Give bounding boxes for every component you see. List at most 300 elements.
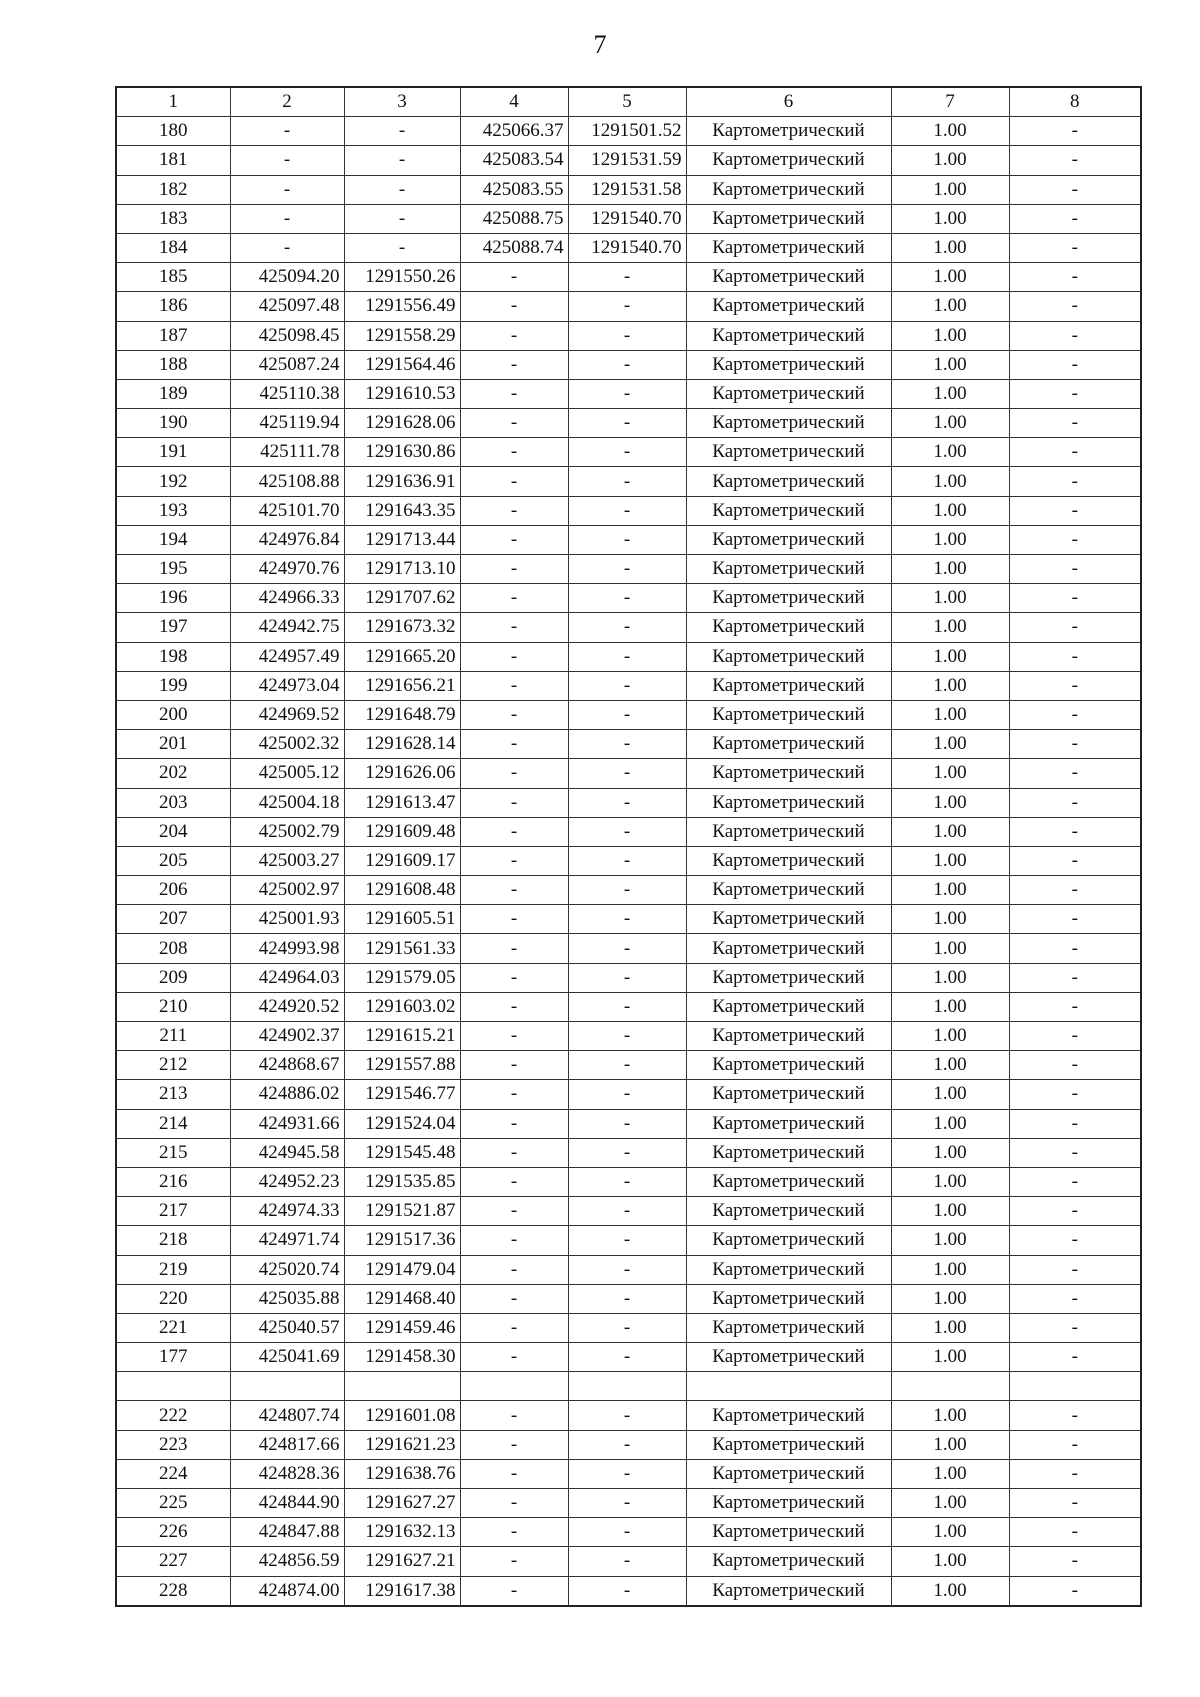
- accuracy-cell: 1.00: [891, 817, 1009, 846]
- x-coordinate-alt-cell: -: [460, 467, 568, 496]
- y-coordinate-alt-cell: -: [568, 963, 686, 992]
- accuracy-cell: 1.00: [891, 1343, 1009, 1372]
- table-row: [116, 584, 1141, 613]
- note-cell: -: [1009, 1313, 1141, 1342]
- point-number-cell: 186: [116, 292, 230, 321]
- y-coordinate-cell: 1291648.79: [344, 700, 460, 729]
- y-coordinate-alt-cell: -: [568, 1343, 686, 1372]
- table-row: [116, 788, 1141, 817]
- point-number-cell: 208: [116, 934, 230, 963]
- x-coordinate-cell: 425094.20: [230, 263, 344, 292]
- method-cell: Картометрический: [686, 1401, 891, 1430]
- x-coordinate-cell: 424964.03: [230, 963, 344, 992]
- accuracy-cell: 1.00: [891, 263, 1009, 292]
- method-cell: Картометрический: [686, 1313, 891, 1342]
- y-coordinate-alt-cell: -: [568, 759, 686, 788]
- y-coordinate-cell: 1291617.38: [344, 1576, 460, 1606]
- y-coordinate-cell: 1291524.04: [344, 1109, 460, 1138]
- accuracy-cell: 1.00: [891, 1109, 1009, 1138]
- accuracy-cell: 1.00: [891, 175, 1009, 204]
- point-number-cell: 184: [116, 233, 230, 262]
- method-cell: Картометрический: [686, 1518, 891, 1547]
- y-coordinate-alt-cell: -: [568, 700, 686, 729]
- note-cell: -: [1009, 1226, 1141, 1255]
- note-cell: -: [1009, 350, 1141, 379]
- note-cell: -: [1009, 1284, 1141, 1313]
- point-number-cell: 227: [116, 1547, 230, 1576]
- y-coordinate-cell: 1291630.86: [344, 438, 460, 467]
- point-number-cell: 204: [116, 817, 230, 846]
- accuracy-cell: 1.00: [891, 788, 1009, 817]
- column-header: 4: [460, 87, 568, 117]
- method-cell: Картометрический: [686, 1459, 891, 1488]
- table-row: [116, 467, 1141, 496]
- note-cell: -: [1009, 379, 1141, 408]
- table-row: [116, 700, 1141, 729]
- y-coordinate-cell: 1291628.06: [344, 409, 460, 438]
- x-coordinate-alt-cell: -: [460, 1197, 568, 1226]
- y-coordinate-alt-cell: -: [568, 263, 686, 292]
- y-coordinate-cell: 1291550.26: [344, 263, 460, 292]
- note-cell: -: [1009, 788, 1141, 817]
- method-cell: Картометрический: [686, 788, 891, 817]
- y-coordinate-cell: 1291707.62: [344, 584, 460, 613]
- accuracy-cell: 1.00: [891, 963, 1009, 992]
- method-cell: Картометрический: [686, 700, 891, 729]
- method-cell: Картометрический: [686, 846, 891, 875]
- table-row: [116, 292, 1141, 321]
- x-coordinate-cell: -: [230, 175, 344, 204]
- x-coordinate-alt-cell: 425083.54: [460, 146, 568, 175]
- y-coordinate-alt-cell: -: [568, 1080, 686, 1109]
- x-coordinate-alt-cell: -: [460, 1080, 568, 1109]
- y-coordinate-cell: 1291479.04: [344, 1255, 460, 1284]
- point-number-cell: 197: [116, 613, 230, 642]
- y-coordinate-alt-cell: -: [568, 379, 686, 408]
- y-coordinate-cell: 1291517.36: [344, 1226, 460, 1255]
- method-cell: Картометрический: [686, 1226, 891, 1255]
- y-coordinate-cell: 1291603.02: [344, 992, 460, 1021]
- method-cell: Картометрический: [686, 1255, 891, 1284]
- y-coordinate-cell: 1291636.91: [344, 467, 460, 496]
- point-number-cell: 222: [116, 1401, 230, 1430]
- method-cell: Картометрический: [686, 1167, 891, 1196]
- note-cell: -: [1009, 934, 1141, 963]
- point-number-cell: 193: [116, 496, 230, 525]
- note-cell: -: [1009, 409, 1141, 438]
- method-cell: Картометрический: [686, 379, 891, 408]
- y-coordinate-alt-cell: -: [568, 1051, 686, 1080]
- y-coordinate-cell: -: [344, 146, 460, 175]
- accuracy-cell: 1.00: [891, 555, 1009, 584]
- method-cell: Картометрический: [686, 759, 891, 788]
- method-cell: Картометрический: [686, 467, 891, 496]
- note-cell: -: [1009, 233, 1141, 262]
- y-coordinate-cell: 1291621.23: [344, 1430, 460, 1459]
- x-coordinate-alt-cell: -: [460, 759, 568, 788]
- coordinates-table: [115, 86, 1142, 1607]
- table-row: [116, 642, 1141, 671]
- y-coordinate-cell: 1291468.40: [344, 1284, 460, 1313]
- x-coordinate-alt-cell: -: [460, 321, 568, 350]
- x-coordinate-cell: -: [230, 117, 344, 146]
- accuracy-cell: 1.00: [891, 584, 1009, 613]
- note-cell: -: [1009, 1109, 1141, 1138]
- y-coordinate-alt-cell: 1291531.58: [568, 175, 686, 204]
- accuracy-cell: 1.00: [891, 496, 1009, 525]
- accuracy-cell: 1.00: [891, 292, 1009, 321]
- y-coordinate-alt-cell: -: [568, 1167, 686, 1196]
- method-cell: Картометрический: [686, 233, 891, 262]
- x-coordinate-alt-cell: -: [460, 671, 568, 700]
- accuracy-cell: 1.00: [891, 1459, 1009, 1488]
- point-number-cell: 195: [116, 555, 230, 584]
- table-row: [116, 321, 1141, 350]
- x-coordinate-alt-cell: -: [460, 1430, 568, 1459]
- method-cell: Картометрический: [686, 1430, 891, 1459]
- accuracy-cell: 1.00: [891, 1138, 1009, 1167]
- point-number-cell: 220: [116, 1284, 230, 1313]
- point-number-cell: 199: [116, 671, 230, 700]
- y-coordinate-cell: [344, 1372, 460, 1401]
- y-coordinate-alt-cell: -: [568, 1109, 686, 1138]
- table-row: [116, 1255, 1141, 1284]
- table-row: [116, 350, 1141, 379]
- method-cell: Картометрический: [686, 1022, 891, 1051]
- column-header: 2: [230, 87, 344, 117]
- x-coordinate-cell: 424942.75: [230, 613, 344, 642]
- accuracy-cell: 1.00: [891, 700, 1009, 729]
- accuracy-cell: 1.00: [891, 204, 1009, 233]
- method-cell: Картометрический: [686, 817, 891, 846]
- y-coordinate-cell: -: [344, 175, 460, 204]
- note-cell: -: [1009, 1197, 1141, 1226]
- note-cell: -: [1009, 263, 1141, 292]
- point-number-cell: 206: [116, 876, 230, 905]
- table-row: [116, 671, 1141, 700]
- accuracy-cell: 1.00: [891, 934, 1009, 963]
- x-coordinate-cell: 424886.02: [230, 1080, 344, 1109]
- y-coordinate-alt-cell: -: [568, 496, 686, 525]
- point-number-cell: 180: [116, 117, 230, 146]
- method-cell: Картометрический: [686, 1343, 891, 1372]
- y-coordinate-alt-cell: -: [568, 409, 686, 438]
- x-coordinate-cell: 425098.45: [230, 321, 344, 350]
- y-coordinate-cell: 1291643.35: [344, 496, 460, 525]
- point-number-cell: 228: [116, 1576, 230, 1606]
- accuracy-cell: 1.00: [891, 1051, 1009, 1080]
- y-coordinate-cell: 1291627.27: [344, 1489, 460, 1518]
- point-number-cell: 212: [116, 1051, 230, 1080]
- y-coordinate-alt-cell: -: [568, 584, 686, 613]
- y-coordinate-alt-cell: -: [568, 1401, 686, 1430]
- point-number-cell: 198: [116, 642, 230, 671]
- y-coordinate-alt-cell: -: [568, 817, 686, 846]
- point-number-cell: 190: [116, 409, 230, 438]
- x-coordinate-alt-cell: -: [460, 584, 568, 613]
- y-coordinate-cell: 1291564.46: [344, 350, 460, 379]
- accuracy-cell: 1.00: [891, 1576, 1009, 1606]
- x-coordinate-alt-cell: -: [460, 1518, 568, 1547]
- y-coordinate-cell: 1291609.48: [344, 817, 460, 846]
- x-coordinate-cell: -: [230, 146, 344, 175]
- x-coordinate-alt-cell: -: [460, 1401, 568, 1430]
- method-cell: Картометрический: [686, 409, 891, 438]
- accuracy-cell: 1.00: [891, 642, 1009, 671]
- y-coordinate-alt-cell: -: [568, 1489, 686, 1518]
- x-coordinate-alt-cell: -: [460, 642, 568, 671]
- accuracy-cell: 1.00: [891, 146, 1009, 175]
- x-coordinate-alt-cell: -: [460, 525, 568, 554]
- y-coordinate-alt-cell: -: [568, 1313, 686, 1342]
- x-coordinate-alt-cell: -: [460, 1109, 568, 1138]
- table-row: [116, 1313, 1141, 1342]
- point-number-cell: 219: [116, 1255, 230, 1284]
- y-coordinate-cell: 1291713.10: [344, 555, 460, 584]
- point-number-cell: 209: [116, 963, 230, 992]
- method-cell: Картометрический: [686, 963, 891, 992]
- method-cell: Картометрический: [686, 1576, 891, 1606]
- x-coordinate-alt-cell: -: [460, 1255, 568, 1284]
- method-cell: Картометрический: [686, 117, 891, 146]
- x-coordinate-alt-cell: -: [460, 1051, 568, 1080]
- point-number-cell: 201: [116, 730, 230, 759]
- note-cell: -: [1009, 117, 1141, 146]
- note-cell: -: [1009, 1343, 1141, 1372]
- y-coordinate-alt-cell: -: [568, 846, 686, 875]
- method-cell: Картометрический: [686, 175, 891, 204]
- point-number-cell: 214: [116, 1109, 230, 1138]
- accuracy-cell: 1.00: [891, 1489, 1009, 1518]
- y-coordinate-cell: 1291656.21: [344, 671, 460, 700]
- x-coordinate-alt-cell: -: [460, 817, 568, 846]
- x-coordinate-cell: 425020.74: [230, 1255, 344, 1284]
- y-coordinate-cell: 1291609.17: [344, 846, 460, 875]
- y-coordinate-alt-cell: 1291501.52: [568, 117, 686, 146]
- note-cell: -: [1009, 321, 1141, 350]
- table-row: [116, 905, 1141, 934]
- y-coordinate-alt-cell: -: [568, 1576, 686, 1606]
- y-coordinate-cell: 1291628.14: [344, 730, 460, 759]
- x-coordinate-alt-cell: -: [460, 992, 568, 1021]
- point-number-cell: 182: [116, 175, 230, 204]
- x-coordinate-alt-cell: -: [460, 350, 568, 379]
- point-number-cell: 207: [116, 905, 230, 934]
- table-row: [116, 525, 1141, 554]
- point-number-cell: 194: [116, 525, 230, 554]
- x-coordinate-alt-cell: -: [460, 788, 568, 817]
- method-cell: Картометрический: [686, 1284, 891, 1313]
- x-coordinate-cell: 425002.32: [230, 730, 344, 759]
- x-coordinate-alt-cell: 425066.37: [460, 117, 568, 146]
- y-coordinate-cell: 1291558.29: [344, 321, 460, 350]
- note-cell: -: [1009, 759, 1141, 788]
- y-coordinate-alt-cell: -: [568, 788, 686, 817]
- accuracy-cell: 1.00: [891, 1226, 1009, 1255]
- note-cell: -: [1009, 438, 1141, 467]
- table-row: [116, 438, 1141, 467]
- note-cell: -: [1009, 1022, 1141, 1051]
- x-coordinate-cell: 424844.90: [230, 1489, 344, 1518]
- y-coordinate-alt-cell: -: [568, 321, 686, 350]
- y-coordinate-alt-cell: -: [568, 350, 686, 379]
- point-number-cell: 189: [116, 379, 230, 408]
- note-cell: -: [1009, 1518, 1141, 1547]
- method-cell: [686, 1372, 891, 1401]
- table-row: [116, 1197, 1141, 1226]
- note-cell: -: [1009, 525, 1141, 554]
- y-coordinate-alt-cell: -: [568, 671, 686, 700]
- y-coordinate-cell: 1291458.30: [344, 1343, 460, 1372]
- point-number-cell: 221: [116, 1313, 230, 1342]
- table-row: [116, 1226, 1141, 1255]
- y-coordinate-cell: 1291608.48: [344, 876, 460, 905]
- x-coordinate-cell: 425004.18: [230, 788, 344, 817]
- table-row: [116, 1547, 1141, 1576]
- table-row: [116, 1430, 1141, 1459]
- table-row: [116, 496, 1141, 525]
- y-coordinate-alt-cell: 1291531.59: [568, 146, 686, 175]
- x-coordinate-cell: 425035.88: [230, 1284, 344, 1313]
- x-coordinate-alt-cell: -: [460, 292, 568, 321]
- note-cell: -: [1009, 146, 1141, 175]
- table-row: [116, 1284, 1141, 1313]
- method-cell: Картометрический: [686, 1109, 891, 1138]
- table-row: [116, 934, 1141, 963]
- x-coordinate-alt-cell: -: [460, 1489, 568, 1518]
- x-coordinate-cell: 425101.70: [230, 496, 344, 525]
- accuracy-cell: 1.00: [891, 321, 1009, 350]
- method-cell: Картометрический: [686, 146, 891, 175]
- table-row: [116, 963, 1141, 992]
- point-number-cell: 218: [116, 1226, 230, 1255]
- table-row: [116, 1401, 1141, 1430]
- x-coordinate-cell: 424993.98: [230, 934, 344, 963]
- point-number-cell: 217: [116, 1197, 230, 1226]
- x-coordinate-cell: 425003.27: [230, 846, 344, 875]
- y-coordinate-cell: 1291613.47: [344, 788, 460, 817]
- table-row: [116, 1167, 1141, 1196]
- y-coordinate-alt-cell: -: [568, 438, 686, 467]
- point-number-cell: 210: [116, 992, 230, 1021]
- note-cell: -: [1009, 175, 1141, 204]
- table-row: [116, 1576, 1141, 1606]
- method-cell: Картометрический: [686, 1080, 891, 1109]
- point-number-cell: 215: [116, 1138, 230, 1167]
- note-cell: -: [1009, 1547, 1141, 1576]
- point-number-cell: 187: [116, 321, 230, 350]
- x-coordinate-cell: 424856.59: [230, 1547, 344, 1576]
- x-coordinate-alt-cell: -: [460, 438, 568, 467]
- y-coordinate-cell: 1291556.49: [344, 292, 460, 321]
- note-cell: -: [1009, 1430, 1141, 1459]
- table-row: [116, 146, 1141, 175]
- note-cell: -: [1009, 1080, 1141, 1109]
- method-cell: Картометрический: [686, 1051, 891, 1080]
- y-coordinate-alt-cell: -: [568, 992, 686, 1021]
- table-row: [116, 1022, 1141, 1051]
- x-coordinate-cell: 424931.66: [230, 1109, 344, 1138]
- y-coordinate-cell: 1291459.46: [344, 1313, 460, 1342]
- method-cell: Картометрический: [686, 555, 891, 584]
- y-coordinate-cell: -: [344, 117, 460, 146]
- method-cell: Картометрический: [686, 992, 891, 1021]
- x-coordinate-alt-cell: 425083.55: [460, 175, 568, 204]
- table-row: [116, 1109, 1141, 1138]
- point-number-cell: 226: [116, 1518, 230, 1547]
- table-row: [116, 846, 1141, 875]
- x-coordinate-cell: 425041.69: [230, 1343, 344, 1372]
- method-cell: Картометрический: [686, 584, 891, 613]
- x-coordinate-cell: 424971.74: [230, 1226, 344, 1255]
- note-cell: -: [1009, 584, 1141, 613]
- table-row: [116, 1138, 1141, 1167]
- note-cell: -: [1009, 613, 1141, 642]
- x-coordinate-cell: 425110.38: [230, 379, 344, 408]
- table-row: [116, 1459, 1141, 1488]
- table-row: [116, 730, 1141, 759]
- y-coordinate-cell: 1291521.87: [344, 1197, 460, 1226]
- y-coordinate-alt-cell: -: [568, 467, 686, 496]
- note-cell: -: [1009, 671, 1141, 700]
- table-row: [116, 1489, 1141, 1518]
- column-header: 7: [891, 87, 1009, 117]
- accuracy-cell: 1.00: [891, 1401, 1009, 1430]
- x-coordinate-alt-cell: -: [460, 1459, 568, 1488]
- y-coordinate-alt-cell: -: [568, 1459, 686, 1488]
- x-coordinate-cell: -: [230, 204, 344, 233]
- x-coordinate-alt-cell: -: [460, 496, 568, 525]
- x-coordinate-alt-cell: -: [460, 613, 568, 642]
- y-coordinate-cell: 1291626.06: [344, 759, 460, 788]
- accuracy-cell: 1.00: [891, 1547, 1009, 1576]
- table-row: [116, 992, 1141, 1021]
- y-coordinate-alt-cell: [568, 1372, 686, 1401]
- note-cell: -: [1009, 1401, 1141, 1430]
- x-coordinate-alt-cell: -: [460, 379, 568, 408]
- y-coordinate-alt-cell: -: [568, 525, 686, 554]
- point-number-cell: 202: [116, 759, 230, 788]
- y-coordinate-alt-cell: -: [568, 292, 686, 321]
- note-cell: -: [1009, 292, 1141, 321]
- point-number-cell: 223: [116, 1430, 230, 1459]
- x-coordinate-alt-cell: -: [460, 1547, 568, 1576]
- y-coordinate-cell: 1291561.33: [344, 934, 460, 963]
- method-cell: Картометрический: [686, 292, 891, 321]
- y-coordinate-cell: 1291610.53: [344, 379, 460, 408]
- y-coordinate-alt-cell: -: [568, 1284, 686, 1313]
- note-cell: [1009, 1372, 1141, 1401]
- method-cell: Картометрический: [686, 263, 891, 292]
- x-coordinate-alt-cell: -: [460, 1343, 568, 1372]
- x-coordinate-alt-cell: -: [460, 1313, 568, 1342]
- point-number-cell: [116, 1372, 230, 1401]
- note-cell: -: [1009, 1576, 1141, 1606]
- table-header-row: [116, 87, 1141, 117]
- x-coordinate-cell: 424920.52: [230, 992, 344, 1021]
- x-coordinate-alt-cell: 425088.75: [460, 204, 568, 233]
- note-cell: -: [1009, 204, 1141, 233]
- accuracy-cell: 1.00: [891, 1197, 1009, 1226]
- y-coordinate-cell: 1291665.20: [344, 642, 460, 671]
- y-coordinate-alt-cell: -: [568, 730, 686, 759]
- method-cell: Картометрический: [686, 671, 891, 700]
- x-coordinate-cell: 425097.48: [230, 292, 344, 321]
- y-coordinate-alt-cell: -: [568, 905, 686, 934]
- x-coordinate-alt-cell: -: [460, 1576, 568, 1606]
- accuracy-cell: 1.00: [891, 409, 1009, 438]
- x-coordinate-cell: 424847.88: [230, 1518, 344, 1547]
